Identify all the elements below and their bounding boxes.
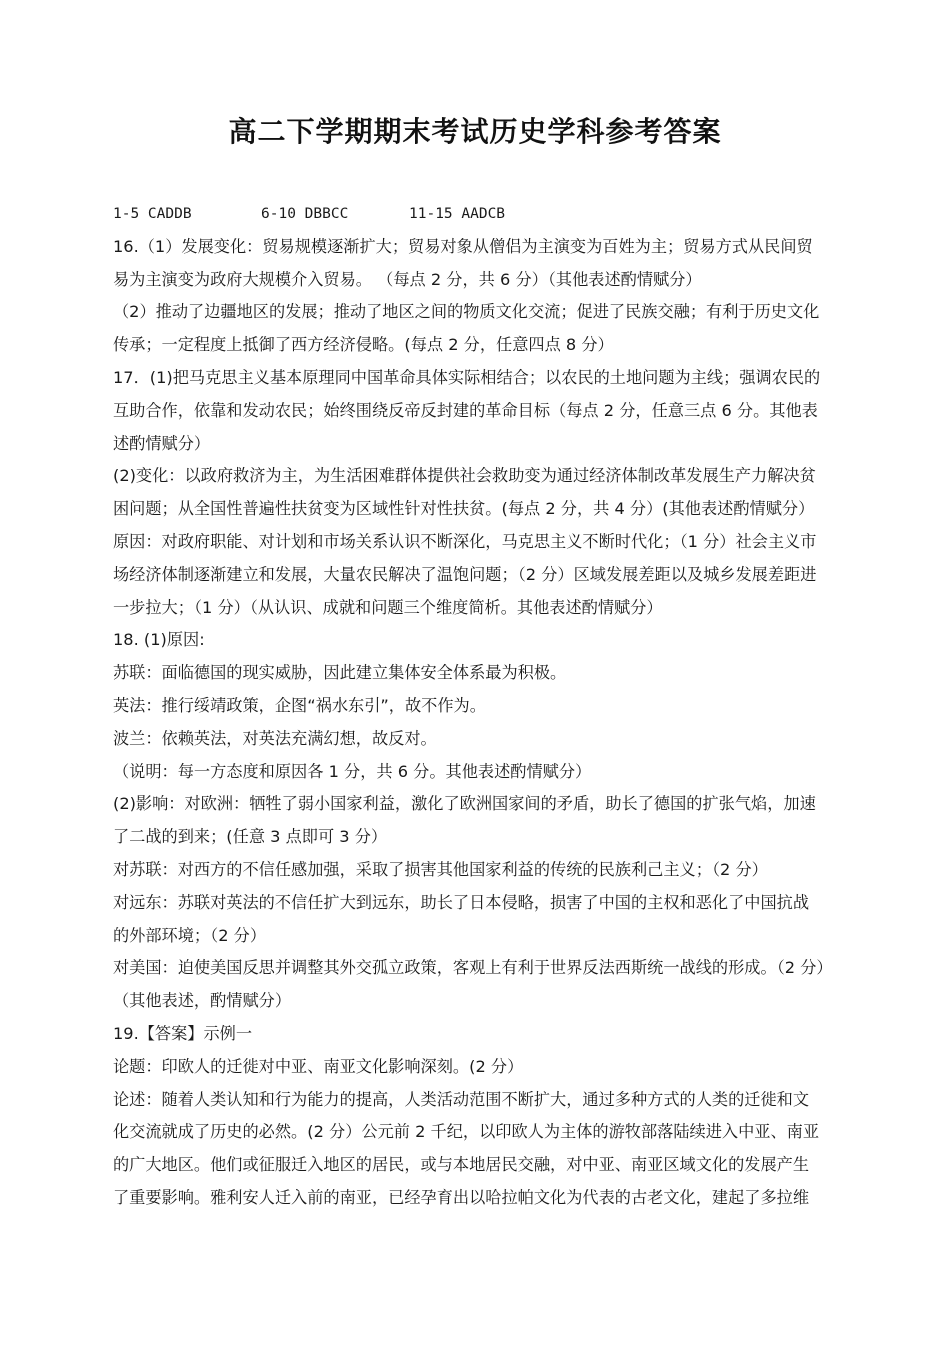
text-line: 困问题；从全国性普遍性扶贫变为区域性针对性扶贫。(每点 2 分，共 4 分）(其他表述酌情赋分） [113, 499, 815, 519]
text-line: 论述：随着人类认知和行为能力的提高，人类活动范围不断扩大，通过多种方式的人类的迁徙和文 [113, 1089, 810, 1109]
text-line: 的广大地区。他们或征服迁入地区的居民，或与本地居民交融，对中亚、南亚区域文化的发展产生 [113, 1155, 810, 1175]
text-line: 了重要影响。雅利安人迁入前的南亚，已经孕育出以哈拉帕文化为代表的古老文化，建起了多拉维 [113, 1187, 810, 1207]
page-title: 高二下学期期末考试历史学科参考答案 [228, 115, 722, 148]
text-line: 苏联：面临德国的现实威胁，因此建立集体安全体系最为积极。 [113, 663, 567, 683]
text-line: (2)变化：以政府救济为主，为生活困难群体提供社会救助变为通过经济体制改革发展生产力解决贫 [113, 466, 816, 486]
text-line: 论题：印欧人的迁徙对中亚、南亚文化影响深刻。(2 分） [113, 1056, 524, 1076]
choice-answers-1-5: 1-5 CADDB [113, 206, 192, 222]
text-line: 18. (1)原因: [113, 630, 205, 650]
text-line: （其他表述，酌情赋分） [113, 991, 292, 1011]
text-line: 一步拉大；（1 分）（从认识、成就和问题三个维度简析。其他表述酌情赋分） [113, 597, 663, 617]
choice-answers-line [113, 198, 838, 231]
choice-answers-6-10: 6-10 DBBCC [261, 206, 349, 222]
text-line: 了二战的到来；(任意 3 点即可 3 分） [113, 827, 388, 847]
text-line: (2)影响：对欧洲：牺牲了弱小国家利益，激化了欧洲国家间的矛盾，助长了德国的扩张气焰，加速 [113, 794, 816, 814]
text-line: 对美国：迫使美国反思并调整其外交孤立政策，客观上有利于世界反法西斯统一战线的形成。（2 分） [113, 958, 833, 978]
text-line: 述酌情赋分） [113, 433, 211, 453]
text-line: 易为主演变为政府大规模介入贸易。 （每点 2 分，共 6 分）（其他表述酌情赋分） [113, 269, 702, 289]
text-line: 化交流就成了历史的必然。(2 分）公元前 2 千纪，以印欧人为主体的游牧部落陆续进入中亚、南亚 [113, 1122, 820, 1142]
text-line: 波兰：依赖英法，对英法充满幻想，故反对。 [113, 728, 437, 748]
text-line: 对远东：苏联对英法的不信任扩大到远东，助长了日本侵略，损害了中国的主权和恶化了中国抗战 [113, 892, 810, 912]
text-line: 场经济体制逐渐建立和发展，大量农民解决了温饱问题；（2 分）区域发展差距以及城乡发展差距进 [113, 564, 817, 584]
text-line: 对苏联：对西方的不信任感加强，采取了损害其他国家利益的传统的民族利己主义；（2 分） [113, 859, 768, 879]
text-line: 传承；一定程度上抵御了西方经济侵略。(每点 2 分，任意四点 8 分） [113, 335, 614, 355]
text-line: 17．(1)把马克思主义基本原理同中国革命具体实际相结合；以农民的土地问题为主线；强调农民的 [113, 367, 821, 387]
choice-answers-11-15: 11-15 AADCB [409, 206, 506, 222]
text-line: （说明：每一方态度和原因各 1 分，共 6 分。其他表述酌情赋分） [113, 761, 592, 781]
answer-body [113, 198, 838, 1215]
text-line: 19.【答案】示例一 [113, 1023, 253, 1043]
text-line: 互助合作，依靠和发动农民；始终围绕反帝反封建的革命目标（每点 2 分，任意三点 6 分。其他表 [113, 400, 818, 420]
text-line: 的外部环境；（2 分） [113, 925, 267, 945]
text-line: 16.（1）发展变化：贸易规模逐渐扩大；贸易对象从僧侣为主演变为百姓为主；贸易方式从民间贸 [113, 236, 813, 256]
text-line: 英法：推行绥靖政策，企图“祸水东引”，故不作为。 [113, 695, 486, 715]
text-line: 原因：对政府职能、对计划和市场关系认识不断深化，马克思主义不断时代化；（1 分）社会主义市 [113, 531, 817, 551]
text-line: （2）推动了边疆地区的发展；推动了地区之间的物质文化交流；促进了民族交融；有利于历史文化 [113, 302, 820, 322]
